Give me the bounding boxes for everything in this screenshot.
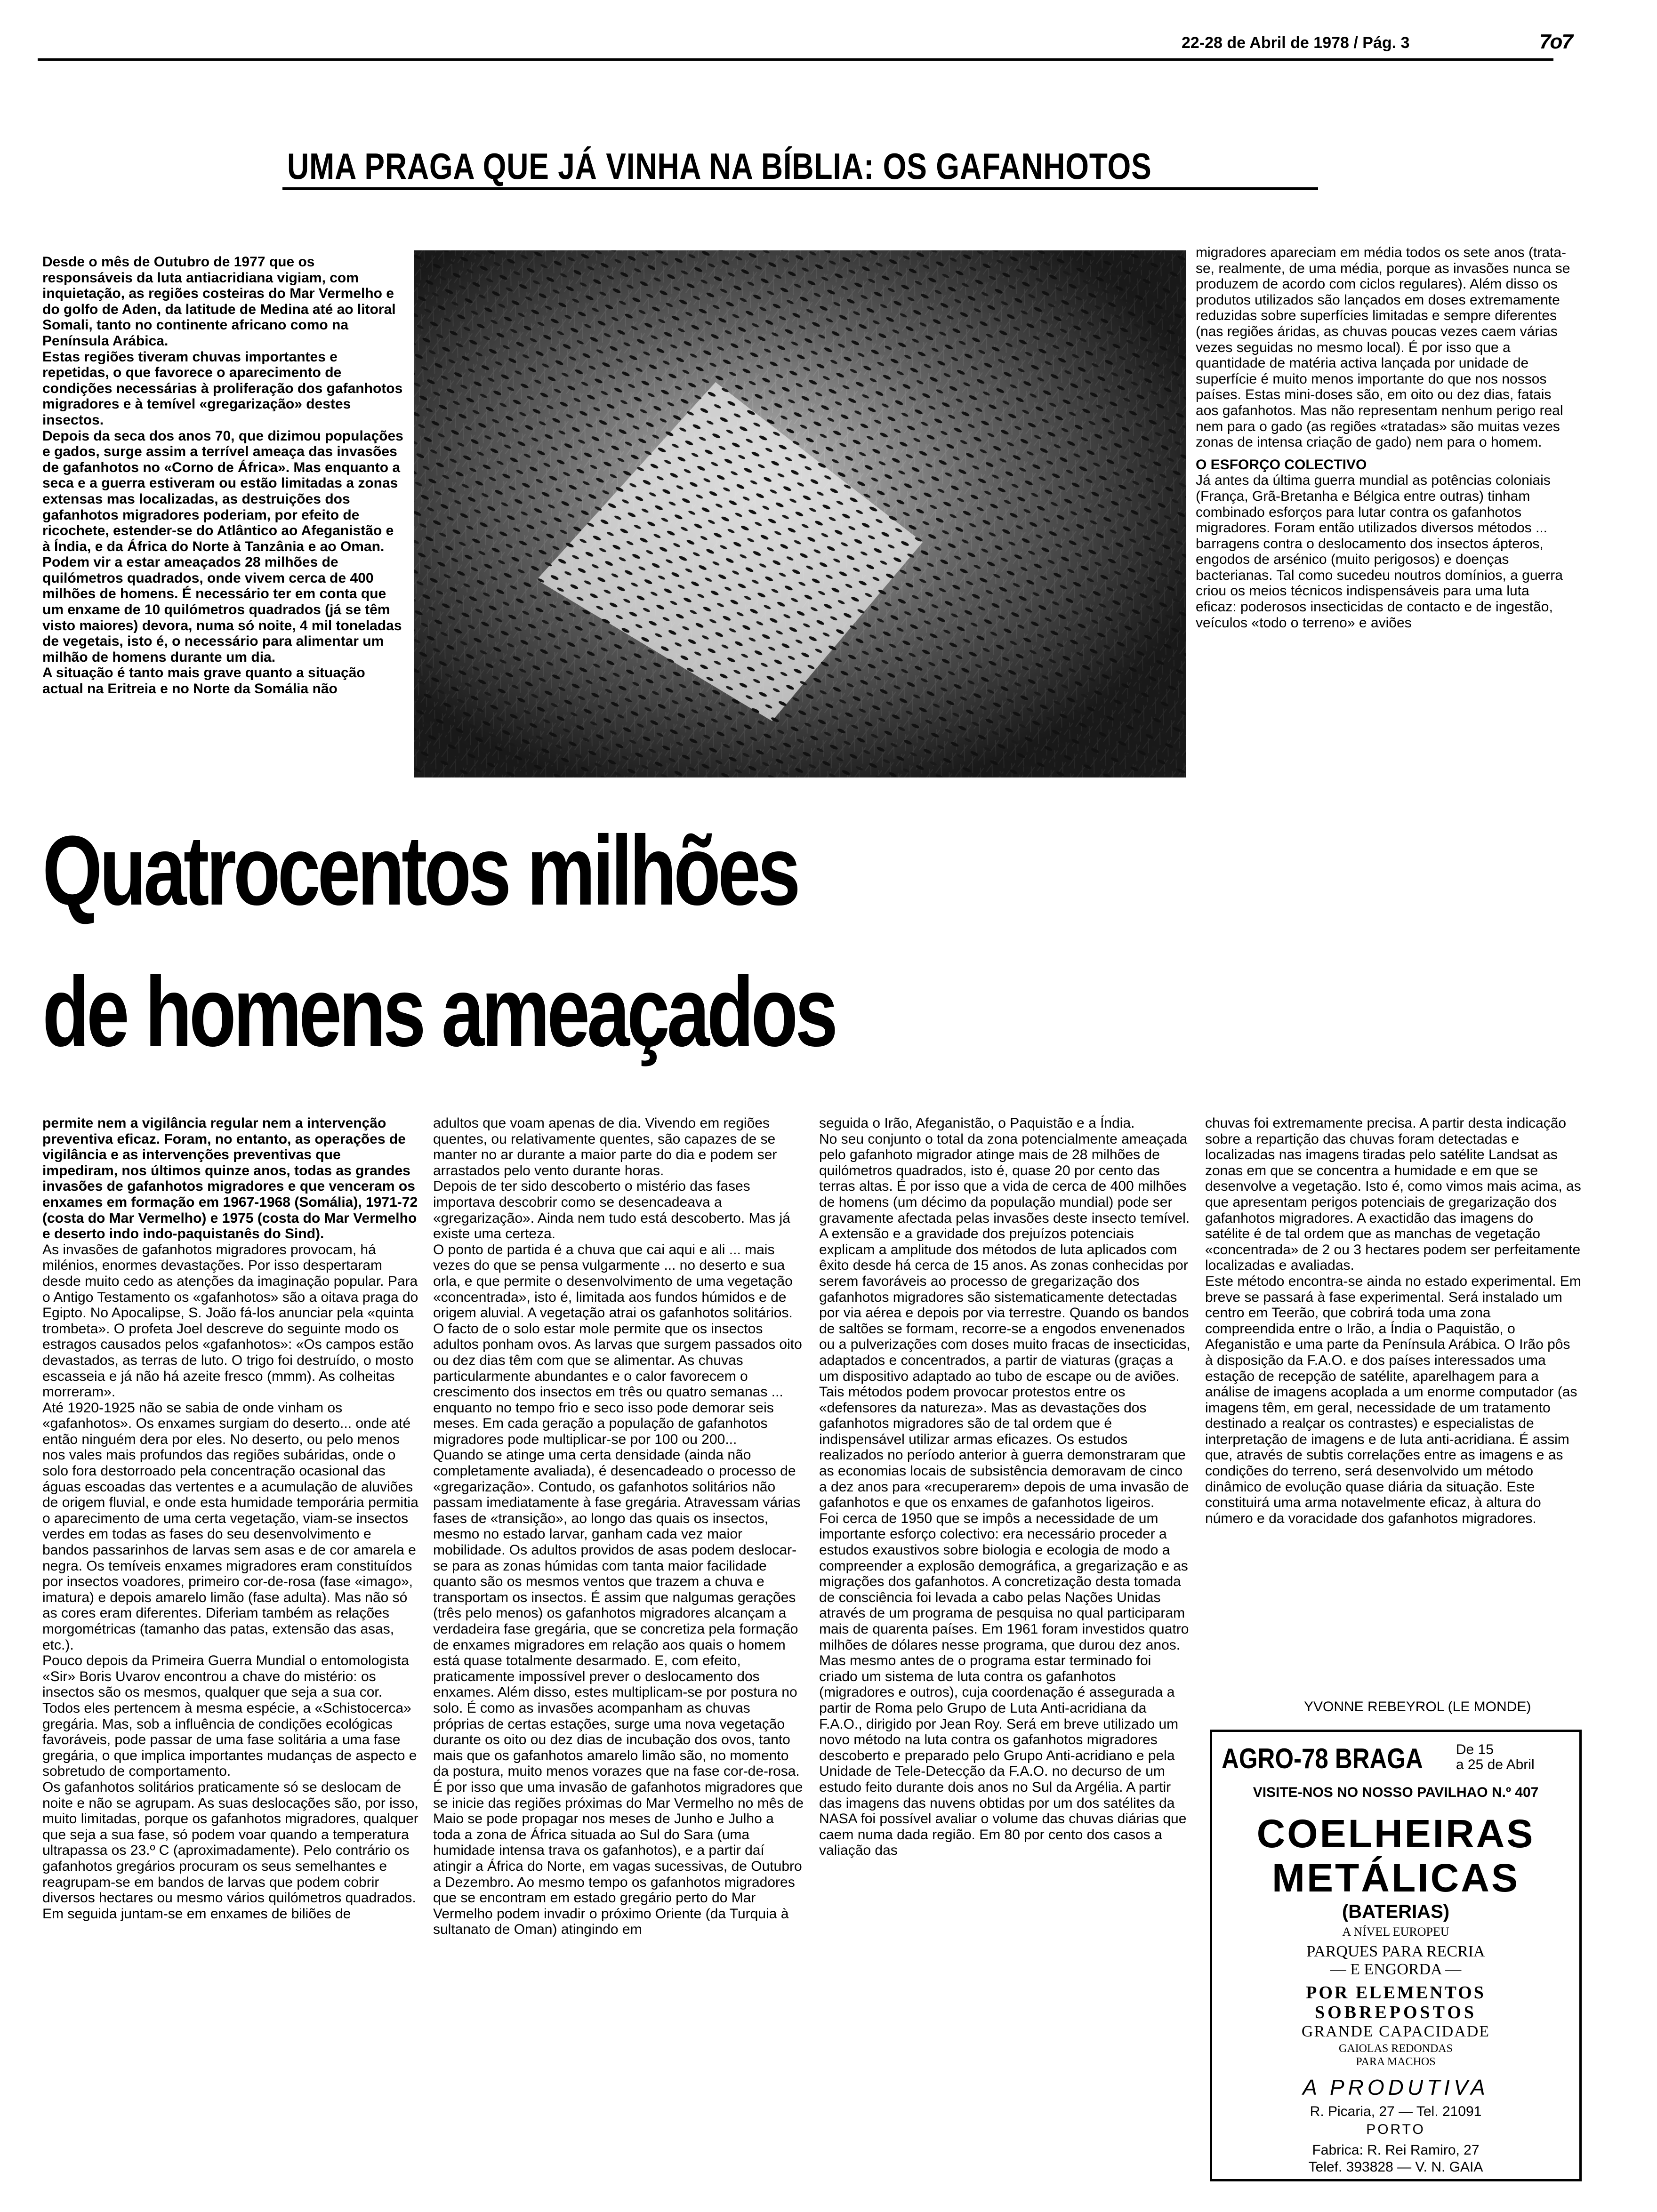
ad-dates-to: a 25 de Abril — [1456, 1757, 1535, 1772]
paragraph: Podem vir a estar ameaçados 28 milhões de quilómetros quadrados, onde vivem cerca de 400 milhões de homens. É necessário ter em conta que um enxame de 10 quilómetros quadrados (já se têm visto maiores) devora, numa só noite, 4 mil toneladas de vegetais, isto é, o necessário para alimentar um milhão de homens durante um dia. — [42, 554, 402, 665]
paragraph: No seu conjunto o total da zona potencialmente ameaçada pelo gafanhoto migrador atinge mais de 28 milhões de quilómetros quadrados, isto é, quase 20 por cento das terras altas. É por isso que a vida de cerca de 400 milhões de homens (um décimo da população mundial) pode ser gravamente afectada pelas invasões deste insecto temível. — [819, 1131, 1190, 1226]
ad-product-line-1: COELHEIRAS — [1256, 1811, 1535, 1856]
paragraph: Quando se atinge uma certa densidade (ainda não completamente avaliada), é desencadeado o processo de «gregarização». Contudo, os gafanhotos solitários não passam imediatamente à fase gregária. Atravessam várias fases de «transição», ao longo das quais os insectos, mesmo no estado larvar, ganham cada vez maior mobilidade. Os adultos providos de asas podem deslocar-se para as zonas húmidas com tanta maior facilidade quanto são os mesmos ventos que trazem a chuva e transportam os insectos. É assim que nalgumas gerações (três pelo menos) os gafanhotos migradores alcançam a verdadeira fase gregária, que se concretiza pela formação de enxames migradores em relação aos quais o homem está quase totalmente desarmado. E, com efeito, praticamente impossível prever o deslocamento dos enxames. Além disso, estes multiplicam-se por postura no solo. É como as invasões acompanham as chuvas próprias de certas estações, surge uma nova vegetação durante os oito ou dez dias de incubação dos ovos, tanto mais que os gafanhotos amarelo limão são, no momento da postura, muito menos vorazes que na fase cor-de-rosa. — [433, 1447, 801, 1779]
paragraph: Já antes da última guerra mundial as potências coloniais (França, Grã-Bretanha e Bélgica entre outras) tinham combinado esforços para lutar contra os gafanhotos migradores. Foram então utilizados diversos métodos ... barragens contra o deslocamento dos insectos ápteros, engodos de arsénico (muito perigosos) e doenças bacterianas. Tal como sucedeu noutros domínios, a guerra criou os meios técnicos indispensáveis para uma luta eficaz: poderosos insecticidas de contacto e de ingestão, veículos «todo o terreno» e aviões — [1196, 473, 1563, 631]
headline-line-2: de homens ameaçados — [42, 956, 835, 1067]
top-rule — [38, 58, 1553, 61]
ad-parks-line-1: PARQUES PARA RECRIA — [1306, 1943, 1485, 1960]
headline-line-1: Quatrocentos milhões — [42, 815, 798, 926]
ad-company: A PRODUTIVA — [1303, 2075, 1489, 2100]
ad-event: AGRO-78 BRAGA — [1222, 1743, 1423, 1774]
paragraph: Depois de ter sido descoberto o mistério das fases importava descobrir como se desencadeava a «gregarização». Ainda nem tudo está descoberto. Mas já existe uma certeza. — [433, 1178, 790, 1242]
byline: YVONNE REBEYROL (LE MONDE) — [1304, 1699, 1531, 1715]
body-column-2 — [433, 1115, 805, 2193]
paragraph: A situação é tanto mais grave quanto a situação actual na Eritreia e no Norte da Somália não — [42, 665, 365, 697]
locust-swarm-image — [414, 250, 1186, 777]
ad-product-line-2: METÁLICAS — [1272, 1856, 1520, 1900]
paragraph: adultos que voam apenas de dia. Vivendo em regiões quentes, ou relativamente quentes, são capazes de se manter no ar durante a maior parte do dia e podem ser arrastados pelo vento durante horas. — [433, 1115, 777, 1178]
paragraph: A extensão e a gravidade dos prejuízos potenciais explicam a amplitude dos métodos de luta aplicados com êxito desde há cerca de 15 anos. As zonas conhecidas por serem favoráveis ao processo de gregarização dos gafanhotos migradores são sistematicamente detectadas por via aérea e depois por via terrestre. Quando os bandos de saltões se formam, recorre-se a engodos envenenados ou a pulverizações com doses muito fracas de insecticidas, adaptados e concentrados, a partir de viaturas (graças a um dispositivo adaptado ao tubo de escape ou de aviões. Tais métodos podem provocar protestos entre os «defensores da natureza». Mas as devastações dos gafanhotos migradores são de tal ordem que é indispensável utilizar armas eficazes. Os estudos realizados no período anterior à guerra demonstraram que as economias locais de subsistência demoravam de cinco a dez anos para «recuperarem» depois de uma invasão de gafanhotos e que os enxames de gafanhotos ligeiros. — [819, 1226, 1190, 1511]
ad-factory-address: Fabrica: R. Rei Ramiro, 27 — [1312, 2142, 1480, 2158]
paragraph: chuvas foi extremamente precisa. A partir desta indicação sobre a repartição das chuvas foram detectadas e localizadas nas imagens tiradas pelo satélite Landsat as zonas em que se concentra a humidade e em que se desenvolve a vegetação. Isto é, como vimos mais acima, as que apresentam perigos potenciais de gregarização dos gafanhotos migradores. A exactidão das imagens do satélite é de tal ordem que as manchas de vegetação «concentrada» de 2 ou 3 hectares podem ser perfeitamente localizadas e avaliadas. — [1205, 1115, 1581, 1274]
paragraph: Pouco depois da Primeira Guerra Mundial o entomologista «Sir» Boris Uvarov encontrou a chave do mistério: os insectos são os mesmos, qualquer que seja a sua cor. Todos eles pertencem à mesma espécie, a «Schistocerca» gregária. Mas, sob a influência de condições ecológicas favoráveis, pode passar de uma fase solitária a uma fase gregária, o que implica importantes mudanças de aspecto e sobretudo de comportamento. — [42, 1653, 417, 1779]
body-column-4 — [1205, 1115, 1582, 1694]
ad-dates-from: De 15 — [1456, 1742, 1494, 1757]
masthead-logo: 7o7 — [1539, 30, 1572, 53]
kicker-title: UMA PRAGA QUE JÁ VINHA NA BÍBLIA: OS GAFANHOTOS — [287, 145, 1152, 187]
paragraph: migradores apareciam em média todos os sete anos (trata-se, realmente, de uma média, porque as invasões nunca se produzem de acordo com ciclos regulares). Além disso os produtos utilizados são lançados em doses extremamente reduzidas sobre superfícies limitadas e sempre diferentes (nas regiões áridas, as chuvas poucas vezes caem várias vezes seguidas no mesmo local). É por isso que a quantidade de matéria activa lançada por unidade de superfície é muito menos importante do que nos nossos países. Estas mini-doses são, em oito ou dez dias, fatais aos gafanhotos. Mas não representam nenhum perigo real nem para o gado (as regiões «tratadas» são muitas vezes zonas de intensa criação de gado) nem para o homem. — [1196, 245, 1570, 450]
paragraph: seguida o Irão, Afeganistão, o Paquistão e a Índia. — [819, 1115, 1135, 1131]
advertisement-box — [1210, 1730, 1582, 2181]
paragraph: Até 1920-1925 não se sabia de onde vinham os «gafanhotos». Os enxames surgiam do deserto... onde até então ninguém dera por eles. No deserto, ou pelo menos nos vales mais profundos das regiões subáridas, onde o solo fora destorroado pela concentração ocasional das águas escoadas das vertentes e a acumulação de aluviões de origem fluvial, e onde esta humidade temporária permitia o aparecimento de uma certa vegetação, viam-se insectos verdes em todas as fases do seu desenvolvimento e bandos passarinhos de larvas sem asas e de cor amarela e negra. Os temíveis enxames migradores eram constituídos por insectos voadores, primeiro cor-de-rosa (fase «imago», imatura) e depois amarelo limão (fase adulta). Mas não só as cores eram diferentes. Diferiam também as relações morgométricas (tamanho das patas, extensão das asas, etc.). — [42, 1400, 418, 1653]
ad-factory-phone: Telef. 393828 — V. N. GAIA — [1308, 2159, 1483, 2175]
ad-product-line-3: (BATERIAS) — [1342, 1901, 1450, 1922]
ad-cages-line-1: GAIOLAS REDONDAS — [1338, 2043, 1453, 2055]
section-subhead: O ESFORÇO COLECTIVO — [1196, 457, 1367, 473]
ad-elements-line-2: SOBREPOSTOS — [1314, 2003, 1477, 2022]
ad-parks-line-2: — E ENGORDA — — [1330, 1961, 1462, 1978]
paragraph: É por isso que uma invasão de gafanhotos migradores que se inicie das regiões próximas do Mar Vermelho no mês de Maio se pode propagar nos meses de Junho e Julho a toda a zona de África situada ao Sul do Sara (uma humidade intensa trava os gafanhotos), e a partir daí atingir a África do Norte, em vagas sucessivas, de Outubro a Dezembro. Ao mesmo tempo os gafanhotos migradores que se encontram em estado gregário perto do Mar Vermelho podem invadir o próximo Oriente (da Turquia à sultanato de Oman) atingindo em — [433, 1779, 804, 1938]
paragraph: Foi cerca de 1950 que se impôs a necessidade de um importante esforço colectivo: era necessário proceder a estudos exaustivos sobre biologia e ecologia de modo a compreender a explosão demográfica, a gregarização e as migrações dos gafanhotos. A concretização desta tomada de consciência foi levada a cabo pelas Nações Unidas através de um programa de pesquisa no qual participaram mais de quarenta países. Em 1961 foram investidos quatro milhões de dólares nesse programa, que durou dez anos. Mas mesmo antes de o programa estar terminado foi criado um sistema de luta contra os gafanhotos (migradores e outros), cuja coordenação é assegurada a partir de Roma pelo Grupo de Luta Anti-acridiana da F.A.O., dirigido por Jean Roy. Será em breve utilizado um novo método na luta contra os gafanhotos migradores descoberto e preparado pelo Grupo Anti-acridiano e pela Unidade de Tele-Detecção da F.A.O. no decurso de um estudo feito durante dois anos no Sul da Argélia. A partir das imagens das nuvens obtidas por um dos satélites da NASA foi possível avaliar o volume das chuvas diárias que caem numa dada região. Em 80 por cento dos casos a valiação das — [819, 1510, 1189, 1859]
ad-capacity: GRANDE CAPACIDADE — [1301, 2023, 1490, 2040]
paragraph: Desde o mês de Outubro de 1977 que os responsáveis da luta antiacridiana vigiam, com inquietação, as regiões costeiras do Mar Vermelho e do golfo de Aden, da latitude de Medina até ao litoral Somali, tanto no continente africano como na Península Arábica. — [42, 254, 396, 349]
paragraph: Este método encontra-se ainda no estado experimental. Em breve se passará à fase experimental. Será instalado um centro em Teerão, que cobrirá toda uma zona compreendida entre o Irão, a Índia o Paquistão, o Afeganistão e uma parte da Península Arábica. O Irão pôs à disposição da F.A.O. e dos países interessados uma estação de recepção de satélite, aparelhagem para a análise de imagens acoplada a um enorme computador (as imagens têm, em geral, necessidade de um tratamento destinado a realçar os contrastes) e especialistas de interpretação de imagens e de luta anti-acridiana. É assim que, através de subtis correlações entre as imagens e as condições do terreno, será desenvolvido um método dinâmico de evolução quase diária da situação. Este constituirá uma arma notavelmente eficaz, à altura do número e da voracidade dos gafanhotos migradores. — [1205, 1273, 1581, 1526]
ad-cages-line-2: PARA MACHOS — [1356, 2056, 1436, 2068]
paragraph: Estas regiões tiveram chuvas importantes e repetidas, o que favorece o aparecimento de condições necessárias à proliferação dos gafanhotos migradores e à temível «gregarização» destes insectos. — [42, 349, 403, 428]
paragraph: As invasões de gafanhotos migradores provocam, há milénios, enormes devastações. Por isso despertaram desde muito cedo as atenções da imaginação popular. Para o Antigo Testamento os «gafanhotos» são a oitava praga do Egipto. No Apocalipse, S. João fá-los anunciar pela «quinta trombeta». O profeta Joel descreve do seguinte modo os estragos causados pelos «gafanhotos»: «Os campos estão devastados, as terras de luto. O trigo foi destruído, o mosto escasseia e já não há azeite fresco (mmm). As colheitas morreram». — [42, 1242, 418, 1400]
paragraph: permite nem a vigilância regular nem a intervenção preventiva eficaz. Foram, no entanto, as operações de vigilância e as intervenções preventivas que impediram, nos últimos quinze anos, todas as grandes invasões de gafanhotos migradores e que venceram os enxames em formação em 1967-1968 (Somália), 1971-72 (costa do Mar Vermelho) e 1975 (costa do Mar Vermelho e deserto indo indo-paquistanês do Sind). — [42, 1115, 418, 1242]
intro-right-column — [1196, 245, 1572, 772]
body-column-1 — [42, 1115, 419, 2193]
locust-swarm-photo — [414, 250, 1186, 777]
ad-level: A NÍVEL EUROPEU — [1342, 1925, 1449, 1939]
ad-city: PORTO — [1366, 2122, 1425, 2137]
masthead-date: 22-28 de Abril de 1978 / Pág. 3 — [1182, 34, 1410, 52]
ad-address: R. Picaria, 27 — Tel. 21091 — [1310, 2104, 1482, 2119]
paragraph: Depois da seca dos anos 70, que dizimou populações e gados, surge assim a terrível ameaça das invasões de gafanhotos no «Corno de África». Mas enquanto a seca e a guerra estiveram ou estão limitadas a zonas extensas mas localizadas, as destruições dos gafanhotos migradores poderiam, por efeito de ricochete, estender-se do Atlântico ao Afeganistão e à Índia, e da África do Norte à Tanzânia e ao Oman. — [42, 428, 403, 554]
intro-column — [42, 254, 405, 781]
ad-elements-line-1: POR ELEMENTOS — [1306, 1983, 1486, 2003]
ad-visit: VISITE-NOS NO NOSSO PAVILHAO N.º 407 — [1253, 1785, 1539, 1800]
paragraph: Os gafanhotos solitários praticamente só se deslocam de noite e não se agrupam. As suas deslocações são, por isso, muito limitadas, porque os gafanhotos migradores, qualquer que seja a sua fase, só podem voar quando a temperatura ultrapassa os 23.º C (aproximadamente). Pelo contrário os gafanhotos gregários procuram os seus semelhantes e reagrupam-se em bandos de larvas que podem cobrir diversos hectares ou mesmo vários quilómetros quadrados. Em seguida juntam-se em enxames de biliões de — [42, 1779, 418, 1922]
kicker-underline — [282, 187, 1318, 190]
body-column-3 — [819, 1115, 1191, 2193]
paragraph: O ponto de partida é a chuva que cai aqui e ali ... mais vezes do que se pensa vulgarmente ... no deserto e sua orla, e que permite o desenvolvimento de uma vegetação «concentrada», isto é, limitada aos fundos húmidos e de origem aluvial. A vegetação atrai os gafanhotos solitários. O facto de o solo estar mole permite que os insectos adultos ponham ovos. As larvas que surgem passados oito ou dez dias têm com que se alimentar. As chuvas particularmente abundantes e o calor favorecem o crescimento dos insectos em três ou quatro semanas ... enquanto no tempo frio e seco isso pode demorar seis meses. Em cada geração a população de gafanhotos migradores pode multiplicar-se por 100 ou 200... — [433, 1242, 802, 1447]
